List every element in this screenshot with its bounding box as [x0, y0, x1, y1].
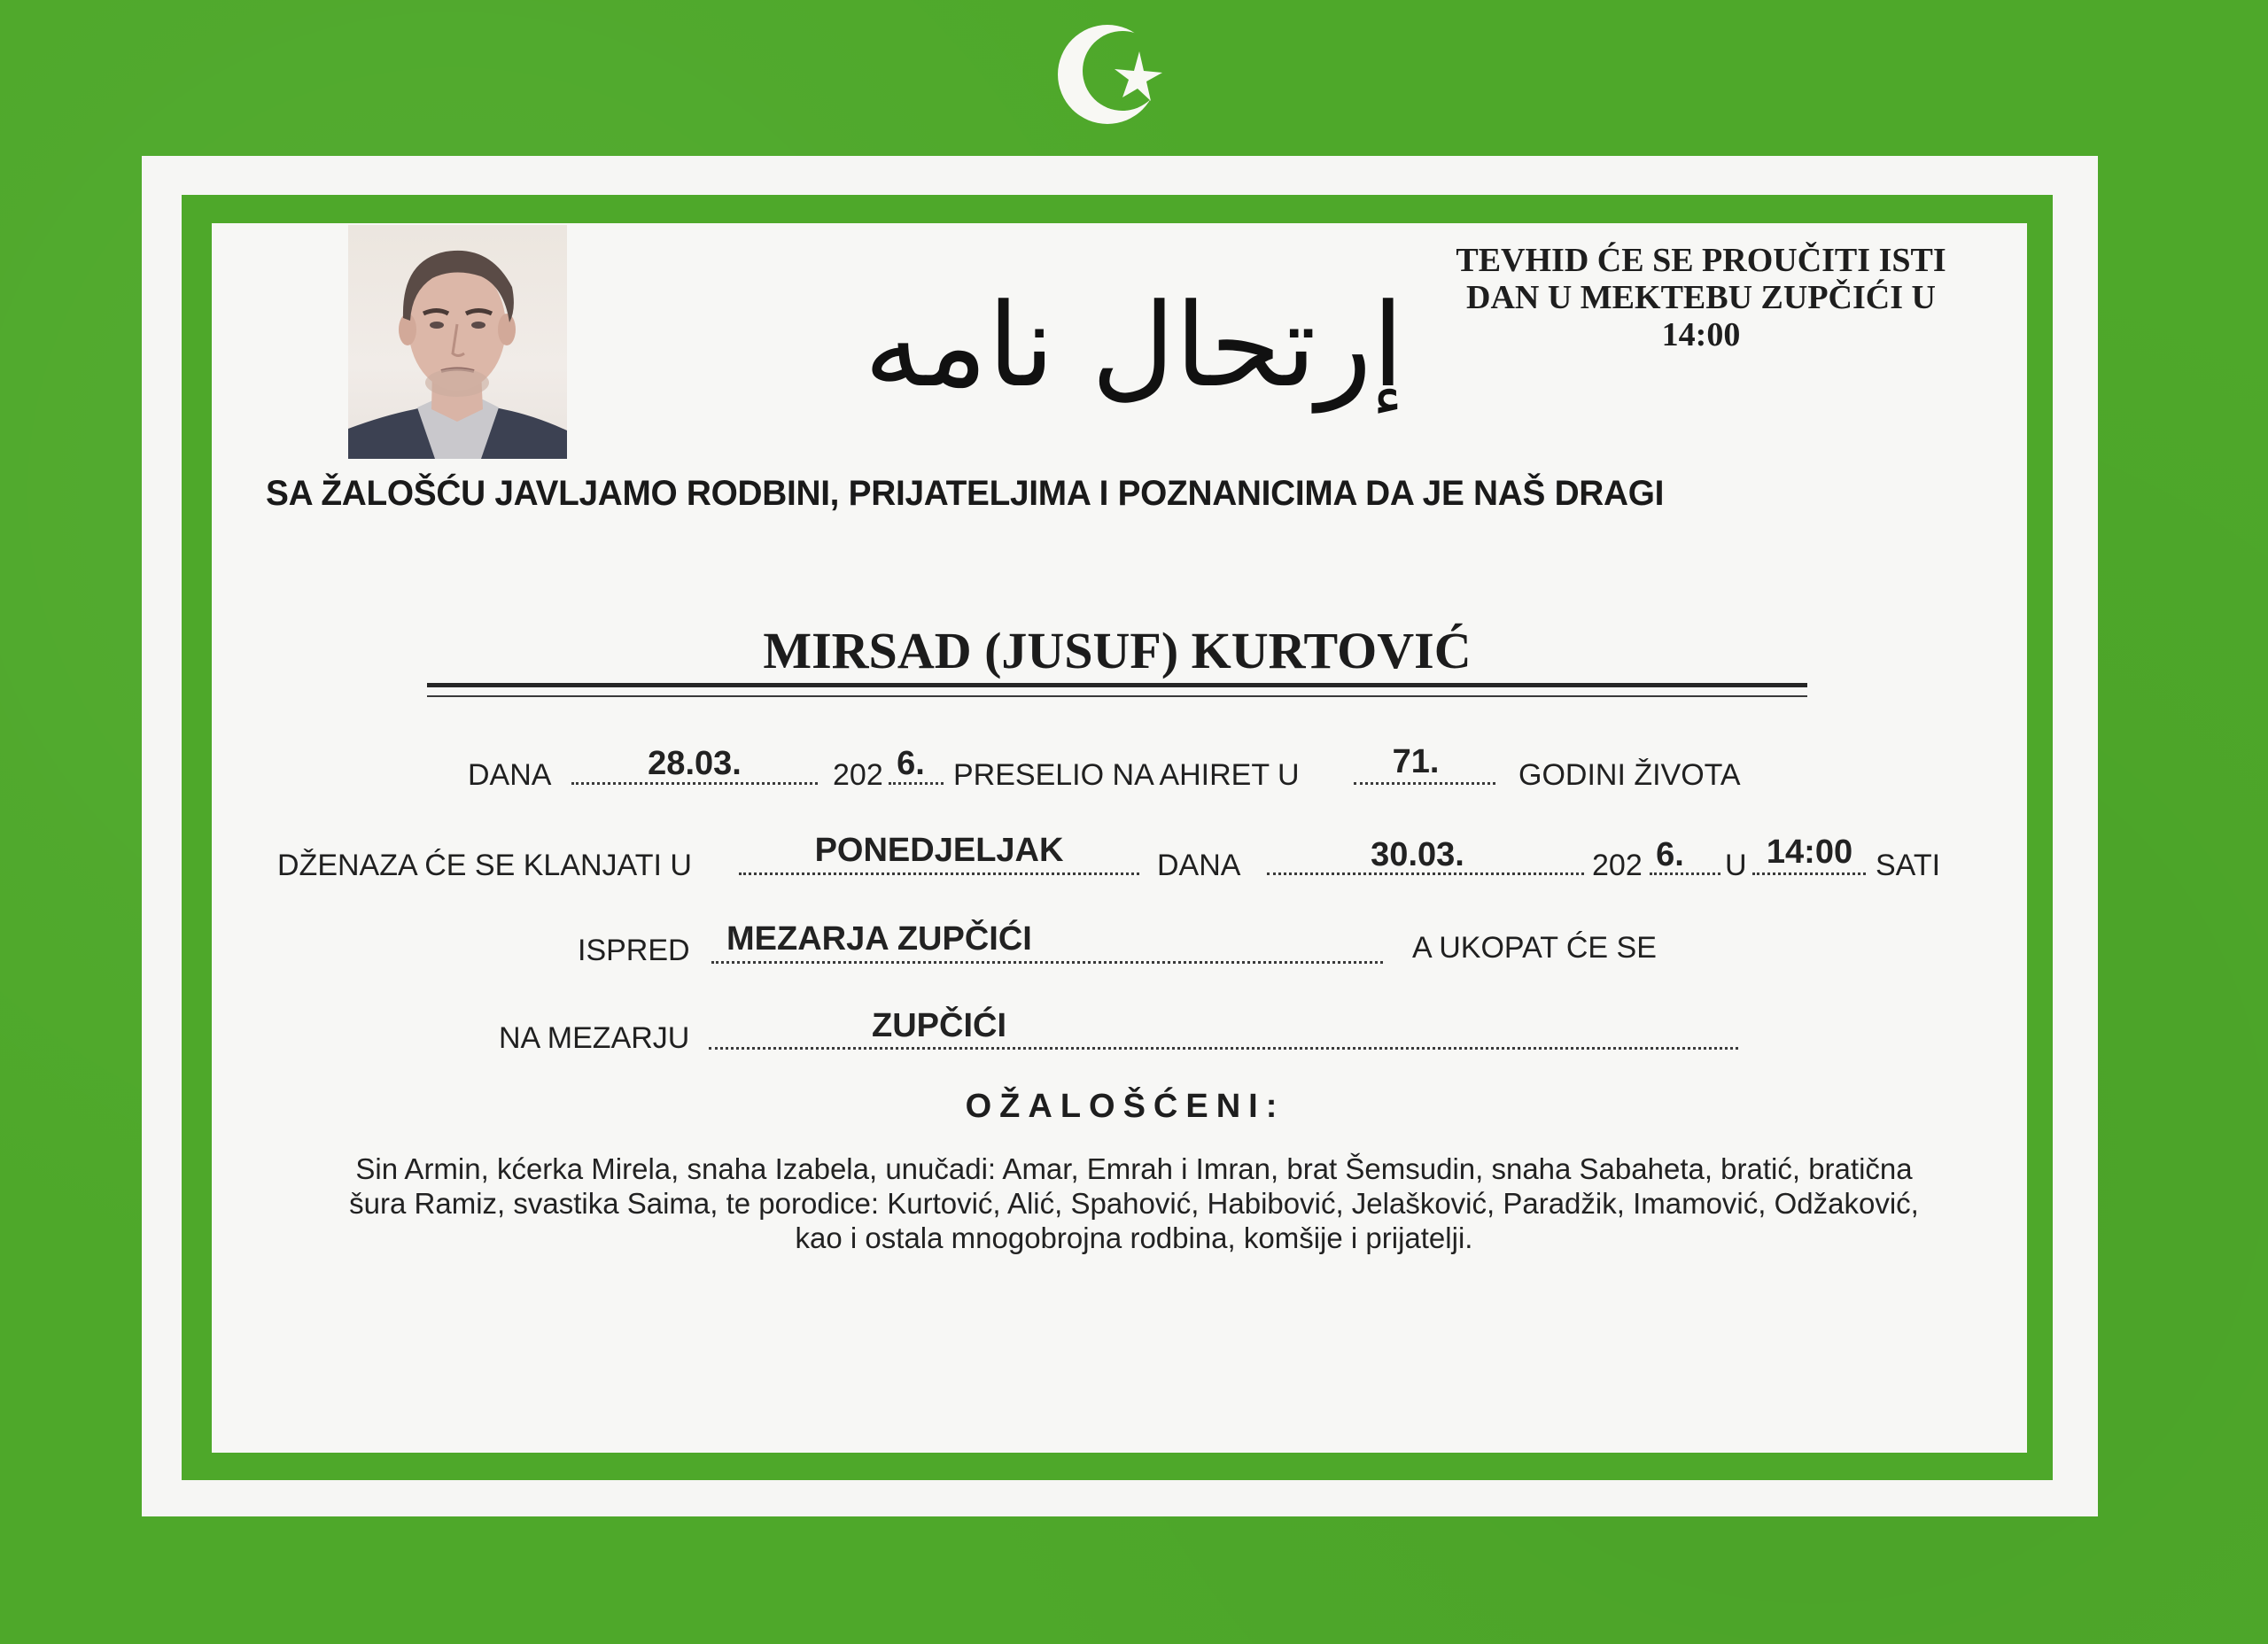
death-date: 28.03.	[648, 745, 742, 782]
prayer-place: MEZARJA ZUPČIĆI	[726, 920, 1032, 958]
tevhid-line-2: DAN U MEKTEBU ZUPČIĆI U	[1466, 279, 1936, 316]
portrait-illustration	[348, 225, 567, 459]
name-underline-thin	[427, 695, 1807, 697]
death-year-suffix: 6.	[897, 745, 925, 782]
tevhid-notice	[1413, 242, 1989, 353]
deceased-portrait-photo	[348, 225, 567, 459]
funeral-year-prefix: 202	[1592, 849, 1643, 882]
funeral-date: 30.03.	[1371, 836, 1464, 873]
mourners-list	[239, 1152, 2029, 1255]
funeral-year-suffix: 6.	[1656, 836, 1684, 873]
tevhid-line-1: TEVHID ĆE SE PROUČITI ISTI	[1456, 242, 1946, 279]
label-u: U	[1725, 849, 1747, 882]
age: 71.	[1392, 743, 1440, 780]
year-prefix: 202	[833, 758, 883, 792]
burial-cemetery: ZUPČIĆI	[872, 1007, 1006, 1044]
label-dzenaza: DŽENAZA ĆE SE KLANJATI U	[277, 849, 692, 882]
crescent-and-star-icon	[1052, 16, 1177, 131]
funeral-weekday: PONEDJELJAK	[814, 832, 1064, 869]
dotted-line-place	[711, 961, 1383, 964]
mourners-title: OŽALOŠĆENI:	[965, 1088, 1285, 1125]
label-sati: SATI	[1876, 849, 1941, 882]
label-na-mezarju: NA MEZARJU	[499, 1021, 690, 1055]
dotted-line-weekday	[739, 872, 1139, 875]
label-godini-zivota: GODINI ŽIVOTA	[1518, 758, 1741, 792]
mourners-line-2: šura Ramiz, svastika Saima, te porodice: Kurtović, Alić, Spahović, Habibović, Jelašković, Paradžik, Imamović, Odžaković,	[349, 1187, 1919, 1220]
label-preselio: PRESELIO NA AHIRET U	[953, 758, 1300, 792]
dotted-line-death-year	[889, 782, 944, 785]
label-dana-2: DANA	[1157, 849, 1241, 882]
dotted-line-age	[1354, 782, 1495, 785]
label-ukopat: A UKOPAT ĆE SE	[1412, 931, 1657, 965]
arabic-title: إرتحال نامه	[864, 278, 1404, 413]
name-underline-thick	[427, 683, 1807, 687]
deceased-name: MIRSAD (JUSUF) KURTOVIĆ	[763, 622, 1472, 679]
label-dana: DANA	[468, 758, 552, 792]
mourners-line-1: Sin Armin, kćerka Mirela, snaha Izabela, unučadi: Amar, Emrah i Imran, brat Šemsudin, snaha Sabaheta, bratić, bratična	[355, 1152, 1913, 1185]
tevhid-line-3: 14:00	[1661, 316, 1741, 353]
dotted-line-death-date	[571, 782, 818, 785]
intro-announcement: SA ŽALOŠĆU JAVLJAMO RODBINI, PRIJATELJIMA I POZNANICIMA DA JE NAŠ DRAGI	[266, 474, 1665, 513]
mourners-line-3: kao i ostala mnogobrojna rodbina, komšije i prijatelji.	[795, 1221, 1473, 1254]
dotted-line-time	[1752, 872, 1866, 875]
label-ispred: ISPRED	[578, 934, 690, 967]
funeral-time: 14:00	[1766, 834, 1853, 871]
dotted-line-cemetery	[709, 1047, 1738, 1050]
